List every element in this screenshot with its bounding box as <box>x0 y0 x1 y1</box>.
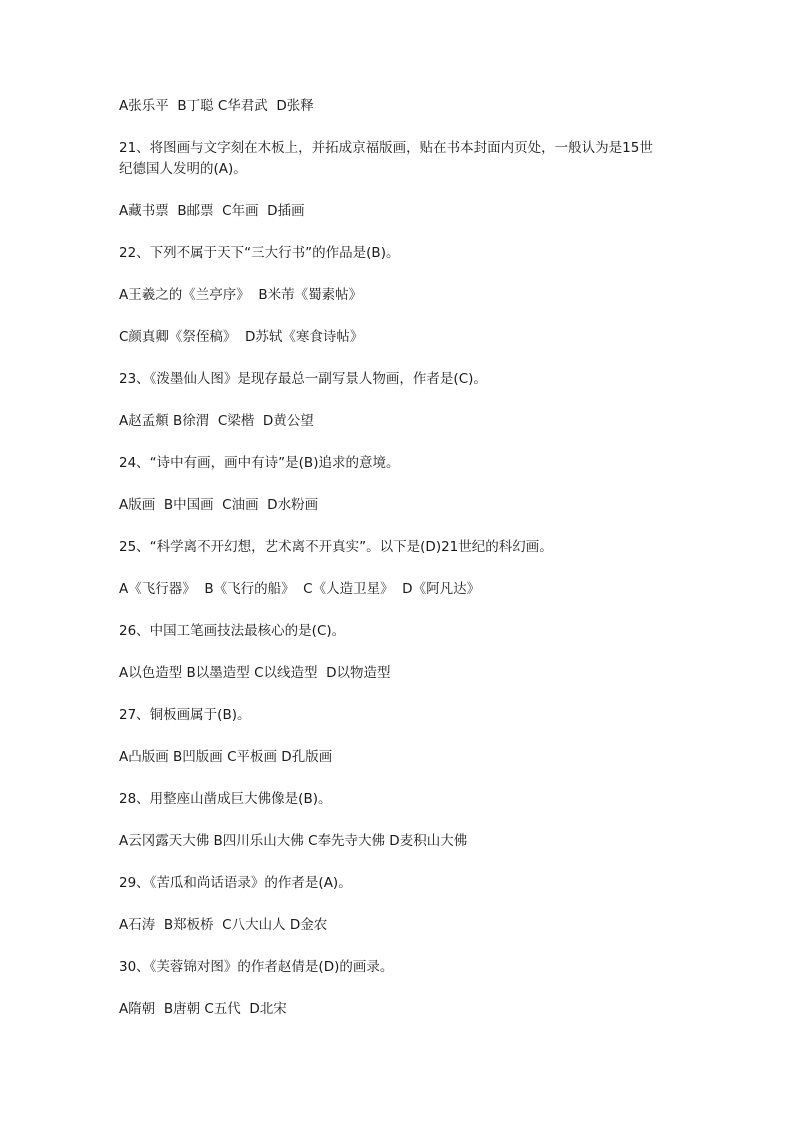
text-line: A《飞行器》 B《飞行的船》 C《人造卫星》 D《阿凡达》 <box>119 581 481 597</box>
answer-options <box>119 747 679 768</box>
text-line: 23、《泼墨仙人图》是现存最总一副写景人物画，作者是(C)。 <box>119 371 487 387</box>
text-line: A凸版画 B凹版画 C平板画 D孔版画 <box>119 749 333 765</box>
text-line: A云冈露天大佛 B四川乐山大佛 C奉先寺大佛 D麦积山大佛 <box>119 833 468 849</box>
text-line: A版画 B中国画 C油画 D水粉画 <box>119 497 319 513</box>
text-line: 24、“诗中有画，画中有诗”是(B)追求的意境。 <box>119 455 400 471</box>
question-28 <box>119 789 679 810</box>
question-22 <box>119 243 679 264</box>
text-line: C颜真卿《祭侄稿》 D苏轼《寒食诗帖》 <box>119 329 364 345</box>
text-line: 25、“科学离不开幻想，艺术离不开真实”。以下是(D)21世纪的科幻画。 <box>119 539 553 555</box>
text-line: A赵孟頫 B徐渭 C梁楷 D黄公望 <box>119 413 314 429</box>
question-25 <box>119 537 679 558</box>
answer-options <box>119 201 679 222</box>
answer-options <box>119 999 679 1020</box>
text-line: A张乐平 B丁聪 C华君武 D张释 <box>119 98 314 114</box>
text-line: 30、《芙蓉锦对图》的作者赵倩是(D)的画录。 <box>119 959 394 975</box>
question-23 <box>119 369 679 390</box>
answer-options <box>119 96 679 117</box>
answer-options <box>119 495 679 516</box>
text-line: 27、铜板画属于(B)。 <box>119 707 251 723</box>
question-29 <box>119 873 679 894</box>
answer-options <box>119 831 679 852</box>
text-line: A石涛 B郑板桥 C八大山人 D金农 <box>119 917 328 933</box>
question-24 <box>119 453 679 474</box>
text-line: 22、下列不属于天下“三大行书”的作品是(B)。 <box>119 245 400 261</box>
answer-options <box>119 411 679 432</box>
question-21 <box>119 138 679 180</box>
text-line: A藏书票 B邮票 C年画 D插画 <box>119 203 305 219</box>
text-line: A隋朝 B唐朝 C五代 D北宋 <box>119 1001 287 1017</box>
question-27 <box>119 705 679 726</box>
answer-options <box>119 663 679 684</box>
answer-options <box>119 285 679 306</box>
question-30 <box>119 957 679 978</box>
answer-options <box>119 915 679 936</box>
text-line: A王羲之的《兰亭序》 B米芾《蜀素帖》 <box>119 287 363 303</box>
text-line: 26、中国工笔画技法最核心的是(C)。 <box>119 623 346 639</box>
answer-options <box>119 579 679 600</box>
text-line: 29、《苦瓜和尚话语录》的作者是(A)。 <box>119 875 352 891</box>
text-line: 28、用整座山凿成巨大佛像是(B)。 <box>119 791 332 807</box>
text-line: 21、将图画与文字刻在木板上，并拓成京福版画，贴在书本封面内页处，一般认为是15世 <box>119 140 653 156</box>
question-26 <box>119 621 679 642</box>
answer-options <box>119 327 679 348</box>
document-body <box>119 96 679 1041</box>
text-line: 纪德国人发明的(A)。 <box>119 161 247 177</box>
text-line: A以色造型 B以墨造型 C以线造型 D以物造型 <box>119 665 391 681</box>
